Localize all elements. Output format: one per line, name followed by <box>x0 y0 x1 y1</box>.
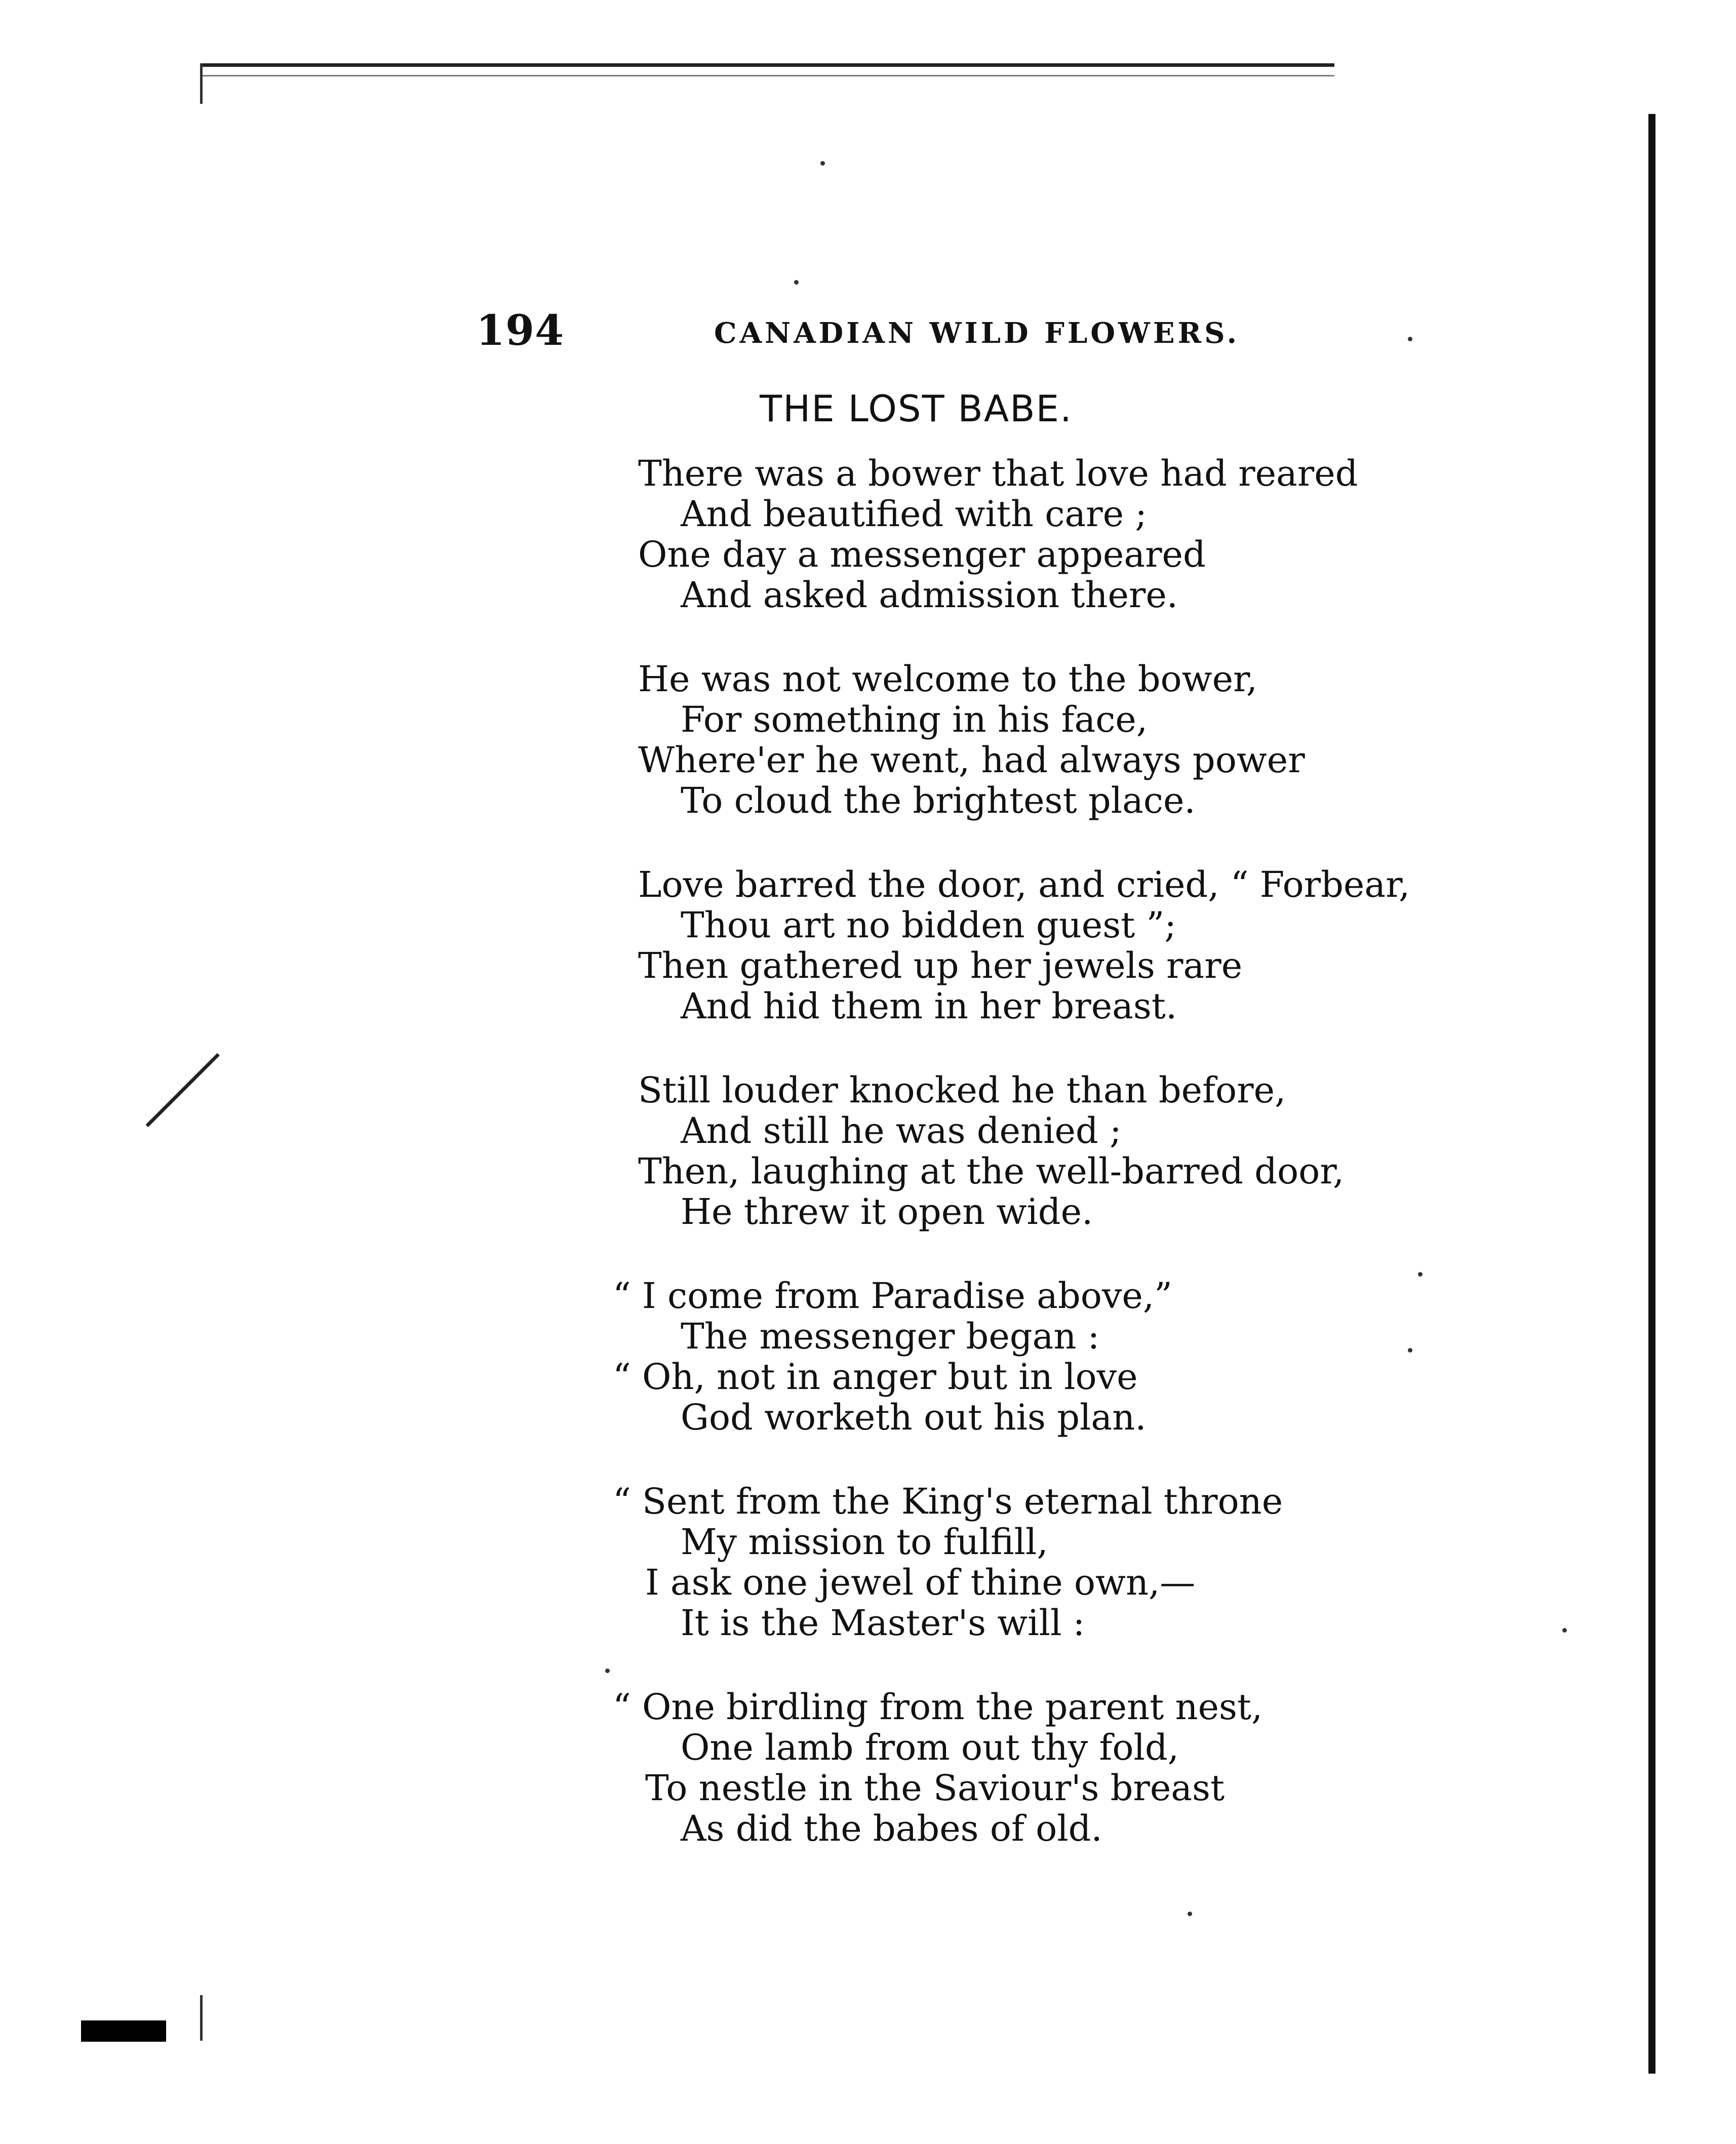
verse-line: He threw it open wide. <box>681 1191 1093 1233</box>
stanza <box>638 864 1600 1026</box>
verse-line: One day a messenger appeared <box>638 534 1206 575</box>
verse-line: “ I come from Paradise above,” <box>613 1275 1172 1317</box>
verse-line: The messenger began : <box>681 1316 1100 1357</box>
verse-line: For something in his face, <box>681 699 1148 740</box>
verse-line: “ Oh, not in anger but in love <box>613 1356 1138 1398</box>
scan-border-left <box>200 63 203 104</box>
scan-speck <box>605 1669 610 1673</box>
verse-line: Thou art no bidden guest ”; <box>681 904 1176 946</box>
verse-line: Love barred the door, and cried, “ Forbear, <box>638 864 1410 905</box>
verse-line: Then, laughing at the well-barred door, <box>638 1150 1345 1192</box>
verse-line: God worketh out his plan. <box>681 1397 1147 1438</box>
scan-scratch <box>146 1053 220 1127</box>
stanza <box>613 1686 1600 1849</box>
verse-line: I ask one jewel of thine own,— <box>645 1562 1196 1603</box>
verse-line: It is the Master's will : <box>681 1602 1085 1644</box>
stanza <box>638 1070 1600 1232</box>
scan-speck <box>820 161 825 166</box>
verse-line: My mission to fulfill, <box>681 1521 1048 1563</box>
verse-line: Where'er he went, had always power <box>638 739 1305 781</box>
verse-line: Still louder knocked he than before, <box>638 1069 1286 1111</box>
stanza <box>613 1481 1600 1644</box>
poem-body <box>613 453 1600 1892</box>
verse-line: And hid them in her breast. <box>681 985 1177 1027</box>
verse-line: And asked admission there. <box>681 574 1178 616</box>
verse-line: “ Sent from the King's eternal throne <box>613 1481 1283 1522</box>
scan-border-top <box>200 63 1334 67</box>
poem-title: THE LOST BABE. <box>760 387 1073 430</box>
running-head: CANADIAN WILD FLOWERS. <box>714 316 1240 350</box>
verse-line: He was not welcome to the bower, <box>638 658 1258 700</box>
verse-line: And still he was denied ; <box>681 1110 1122 1152</box>
page-number: 194 <box>476 306 565 355</box>
scan-border-top-inner <box>200 75 1334 76</box>
verse-line: “ One birdling from the parent nest, <box>613 1686 1263 1728</box>
verse-line: There was a bower that love had reared <box>638 453 1358 494</box>
stanza <box>638 659 1600 821</box>
verse-line: And beautified with care ; <box>681 493 1147 535</box>
verse-line: As did the babes of old. <box>681 1808 1102 1849</box>
scan-speck <box>1408 337 1412 341</box>
margin-ink-mark <box>81 2020 166 2042</box>
stanza <box>613 1275 1600 1438</box>
verse-line: One lamb from out thy fold, <box>681 1727 1179 1768</box>
verse-line: To cloud the brightest place. <box>681 780 1196 821</box>
stanza <box>638 453 1600 615</box>
scan-speck <box>1188 1912 1192 1916</box>
margin-ink-tick <box>200 1995 203 2041</box>
scan-speck <box>794 280 799 285</box>
verse-line: To nestle in the Saviour's breast <box>645 1767 1225 1809</box>
verse-line: Then gathered up her jewels rare <box>638 945 1243 986</box>
